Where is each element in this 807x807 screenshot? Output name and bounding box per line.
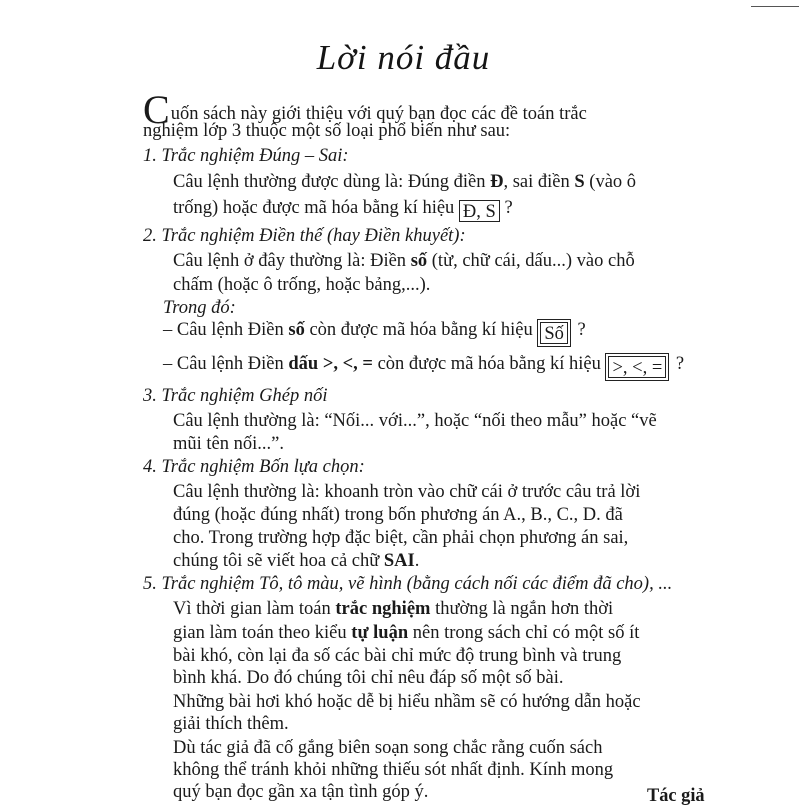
s1-bold-d: Đ <box>490 172 504 192</box>
section-3-line-1: Câu lệnh thường là: “Nối... với...”, hoặc “nối theo mẫu” hoặc “vẽ <box>173 411 657 431</box>
signature-text: Tác giả <box>647 785 705 806</box>
s1-text-e: ? <box>499 198 513 218</box>
section-2-line-4 <box>163 319 586 344</box>
section-5-line-1 <box>173 598 613 620</box>
section-2-line-2: chấm (hoặc ô trống, hoặc bảng,...). <box>173 275 431 295</box>
s5-text-b: thường là ngắn hơn thời <box>430 599 614 619</box>
section-5-line-2 <box>173 622 639 644</box>
section-4-line-4 <box>173 550 419 572</box>
page-title: Lời nói đầu <box>316 38 491 77</box>
s5-bold-tu-luan: tự luận <box>351 623 409 643</box>
s2-bold-so-2: số <box>288 320 305 340</box>
s1-text-d: trống) hoặc được mã hóa bằng kí hiệu <box>173 198 459 218</box>
section-3-heading: 3. Trắc nghiệm Ghép nối <box>143 386 328 406</box>
s2-text-d: còn được mã hóa bằng kí hiệu <box>304 320 538 340</box>
section-1-line-2 <box>173 197 513 222</box>
section-4-line-2: đúng (hoặc đúng nhất) trong bốn phương án A., B., C., D. đã <box>173 505 623 525</box>
section-1-line-1 <box>173 171 636 193</box>
s5-text-c: gian làm toán theo kiểu <box>173 623 352 643</box>
dropcap: C <box>143 87 170 132</box>
section-2-line-5 <box>163 353 684 378</box>
symbol-box-so: Số <box>540 322 568 344</box>
symbol-box-compare: >, <, = <box>608 356 666 378</box>
s2-text-c: – Câu lệnh Điền <box>163 320 289 340</box>
section-4-heading: 4. Trắc nghiệm Bốn lựa chọn: <box>143 457 365 477</box>
section-5-line-9: quý bạn đọc gần xa tận tình góp ý. <box>173 782 429 802</box>
s1-text-c: (vào ô <box>584 172 637 192</box>
section-2-line-1 <box>173 250 635 272</box>
s1-text-b: , sai điền <box>503 172 575 192</box>
s2-bold-so: số <box>410 251 428 271</box>
intro-text-2: nghiệm lớp 3 thuộc một số loại phổ biến như sau: <box>143 121 511 141</box>
s5-bold-trac-nghiem: trắc nghiệm <box>335 599 431 619</box>
s4-text-b: . <box>414 551 420 571</box>
section-5-line-4: bình khá. Do đó chúng tôi chỉ nêu đáp số một số bài. <box>173 668 564 688</box>
section-4-line-1: Câu lệnh thường là: khoanh tròn vào chữ cái ở trước câu trả lời <box>173 482 641 502</box>
s2-text-a: Câu lệnh ở đây thường là: Điền <box>173 251 411 271</box>
s2-text-g: còn được mã hóa bằng kí hiệu <box>372 354 606 374</box>
s5-text-a: Vì thời gian làm toán <box>173 599 336 619</box>
section-2-heading: 2. Trắc nghiệm Điền thế (hay Điền khuyết): <box>143 226 466 246</box>
s2-text-f: – Câu lệnh Điền <box>163 354 289 374</box>
section-5-line-3: bài khó, còn lại đa số các bài chỉ mức độ trung bình và trung <box>173 646 622 666</box>
section-5-line-6: giải thích thêm. <box>173 714 289 734</box>
s1-bold-s: S <box>574 172 585 192</box>
s2-text-e: ? <box>572 320 586 340</box>
section-5-line-7: Dù tác giả đã cố gắng biên soạn song chắc rằng cuốn sách <box>173 738 603 758</box>
section-5-heading: 5. Trắc nghiệm Tô, tô màu, vẽ hình (bằng cách nối các điểm đã cho), ... <box>143 574 673 594</box>
s4-bold-sai: SAI <box>383 551 415 571</box>
section-1-heading: 1. Trắc nghiệm Đúng – Sai: <box>143 146 349 166</box>
s1-text-a: Câu lệnh thường được dùng là: Đúng điền <box>173 172 491 192</box>
section-5-line-5: Những bài hơi khó hoặc dễ bị hiểu nhầm sẽ có hướng dẫn hoặc <box>173 692 641 712</box>
section-5-line-8: không thể tránh khỏi những thiếu sót nhất định. Kính mong <box>173 760 614 780</box>
s2-text-b: (từ, chữ cái, dấu...) vào chỗ <box>427 251 635 271</box>
s5-text-d: nên trong sách chỉ có một số ít <box>408 623 640 643</box>
intro-line-2 <box>143 120 510 142</box>
author-signature <box>647 785 705 807</box>
s2-bold-dau: dấu >, <, = <box>288 354 373 374</box>
top-rule <box>751 6 799 7</box>
s4-text-a: chúng tôi sẽ viết hoa cả chữ <box>173 551 384 571</box>
s2-text-h: ? <box>671 354 685 374</box>
section-4-line-3: cho. Trong trường hợp đặc biệt, cần phải chọn phương án sai, <box>173 528 629 548</box>
section-2-line-3: Trong đó: <box>163 298 236 318</box>
symbol-box-ds: Đ, S <box>459 200 500 222</box>
section-3-line-2: mũi tên nối...”. <box>173 434 284 454</box>
intro-text-1: uốn sách này giới thiệu với quý bạn đọc các đề toán trắc <box>170 104 587 124</box>
